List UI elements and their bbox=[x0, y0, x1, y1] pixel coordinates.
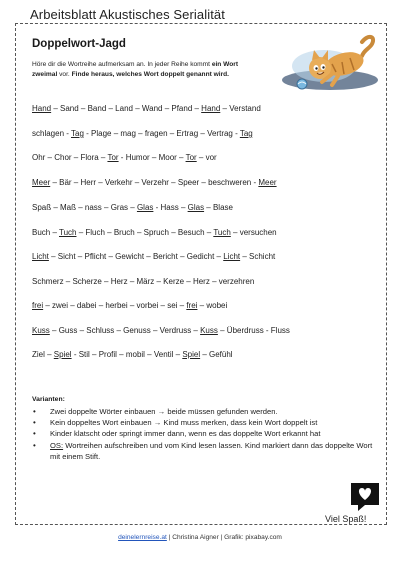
word-row bbox=[32, 350, 233, 359]
word-sequence: – Schicht bbox=[240, 252, 276, 261]
closing-text: Viel Spaß! bbox=[325, 514, 367, 524]
word-row bbox=[32, 277, 254, 286]
word-sequence: – Verstand bbox=[220, 104, 261, 113]
word-row bbox=[32, 178, 277, 187]
word-sequence: schlagen - bbox=[32, 129, 71, 138]
word-row bbox=[32, 153, 217, 162]
word-sequence: – Gefühl bbox=[200, 350, 233, 359]
doubled-word: Tag bbox=[239, 129, 253, 138]
doubled-word: Hand bbox=[32, 104, 52, 113]
intro-part2: vor. bbox=[57, 71, 72, 78]
word-sequence: – Guss – Schluss – Genuss – Verdruss – bbox=[49, 326, 201, 335]
doubled-word: Tor bbox=[185, 153, 197, 162]
word-sequence: – versuchen bbox=[230, 228, 277, 237]
word-sequence: – Sicht – Pflicht – Gewicht – Bericht – Gedicht – bbox=[48, 252, 224, 261]
variant-prefix: OS: bbox=[50, 440, 64, 450]
word-sequence: Spaß – Maß – nass – Gras – bbox=[32, 203, 137, 212]
word-sequence: – vor bbox=[196, 153, 217, 162]
variant-item bbox=[32, 406, 380, 417]
word-sequence: – Sand – Band – Land – Wand – Pfand – bbox=[51, 104, 202, 113]
variants-title: Varianten: bbox=[32, 396, 65, 403]
word-sequence: - Humor – Moor – bbox=[118, 153, 186, 162]
word-sequence: – Bär – Herr – Verkehr – Verzehr – Speer – beschweren - bbox=[50, 178, 259, 187]
word-row bbox=[32, 252, 275, 261]
word-row bbox=[32, 228, 277, 237]
doubled-word: Kuss bbox=[200, 326, 218, 335]
doubled-word: Spiel bbox=[182, 350, 201, 359]
doubled-word: Meer bbox=[32, 178, 51, 187]
doubled-word: Licht bbox=[32, 252, 49, 261]
page-title: Doppelwort-Jagd bbox=[32, 38, 126, 50]
word-row bbox=[32, 326, 290, 335]
word-sequence: - Stil – Profil – mobil – Ventil – bbox=[71, 350, 183, 359]
doubled-word: Spiel bbox=[53, 350, 72, 359]
intro-bold2: Finde heraus, welches Wort doppelt genannt wird. bbox=[71, 71, 230, 78]
doubled-word: Hand bbox=[201, 104, 221, 113]
variant-item bbox=[32, 440, 380, 462]
variant-text: Kein doppeltes Wort einbauen → Kind muss merken, dass kein Wort doppelt ist bbox=[50, 418, 318, 428]
variant-item bbox=[32, 428, 380, 439]
word-sequence: – Blase bbox=[204, 203, 233, 212]
heart-speech-bubble-icon bbox=[349, 481, 381, 513]
word-sequence: - Hass – bbox=[153, 203, 188, 212]
word-sequence: Schmerz – Scherze – Herz – März – Kerze – Herz – verzehren bbox=[32, 277, 255, 286]
variant-text: Zwei doppelte Wörter einbauen → beide müssen gefunden werden. bbox=[50, 407, 278, 416]
variant-text: Wortreihen aufschreiben und vom Kind lesen lassen. Kind markiert dann das doppelte Wort mit einem Stift. bbox=[50, 440, 373, 461]
intro-bold1: ein Wort zweimal bbox=[32, 61, 239, 78]
variants-list bbox=[32, 406, 380, 462]
word-row bbox=[32, 104, 261, 113]
doubled-word: Tuch bbox=[58, 228, 77, 237]
word-sequence: – Fluch – Bruch – Spruch – Besuch – bbox=[76, 228, 214, 237]
word-sequence: Ziel – bbox=[32, 350, 54, 359]
doubled-word: Licht bbox=[223, 252, 241, 261]
word-row bbox=[32, 129, 253, 138]
variant-item bbox=[32, 417, 380, 428]
variant-text: Kinder klatscht oder springt immer dann, wenn es das doppelte Wort erkannt hat bbox=[50, 429, 321, 439]
word-sequence: – wobei bbox=[197, 301, 228, 310]
doubled-word: Glas bbox=[136, 203, 154, 212]
word-row bbox=[32, 301, 227, 310]
cat-illustration bbox=[272, 30, 382, 100]
footer-credits: | Christina Aigner | Grafik: pixabay.com bbox=[166, 534, 282, 541]
footer bbox=[0, 534, 400, 541]
word-sequence: – Überdruss - Fluss bbox=[217, 326, 290, 335]
word-sequence: Buch – bbox=[32, 228, 59, 237]
doubled-word: Tag bbox=[71, 129, 84, 138]
footer-link[interactable]: deinelernreise.at bbox=[118, 534, 167, 541]
doubled-word: frei bbox=[186, 301, 198, 310]
header-title: Arbeitsblatt Akustisches Serialität bbox=[30, 7, 225, 22]
intro-text bbox=[32, 60, 262, 80]
word-sequence: - Plage – mag – fragen – Ertrag – Vertrag - bbox=[83, 129, 240, 138]
doubled-word: Glas bbox=[187, 203, 205, 212]
doubled-word: Meer bbox=[258, 178, 277, 187]
doubled-word: Tor bbox=[107, 153, 119, 162]
word-sequence: Ohr – Chor – Flora – bbox=[32, 153, 108, 162]
word-sequence: – zwei – dabei – herbei – vorbei – sei – bbox=[43, 301, 187, 310]
doubled-word: frei bbox=[32, 301, 44, 310]
doubled-word: Tuch bbox=[213, 228, 231, 237]
doubled-word: Kuss bbox=[32, 326, 50, 335]
word-row bbox=[32, 203, 233, 212]
intro-part1: Höre dir die Wortreihe aufmerksam an. In jeder Reihe kommt bbox=[32, 61, 212, 68]
